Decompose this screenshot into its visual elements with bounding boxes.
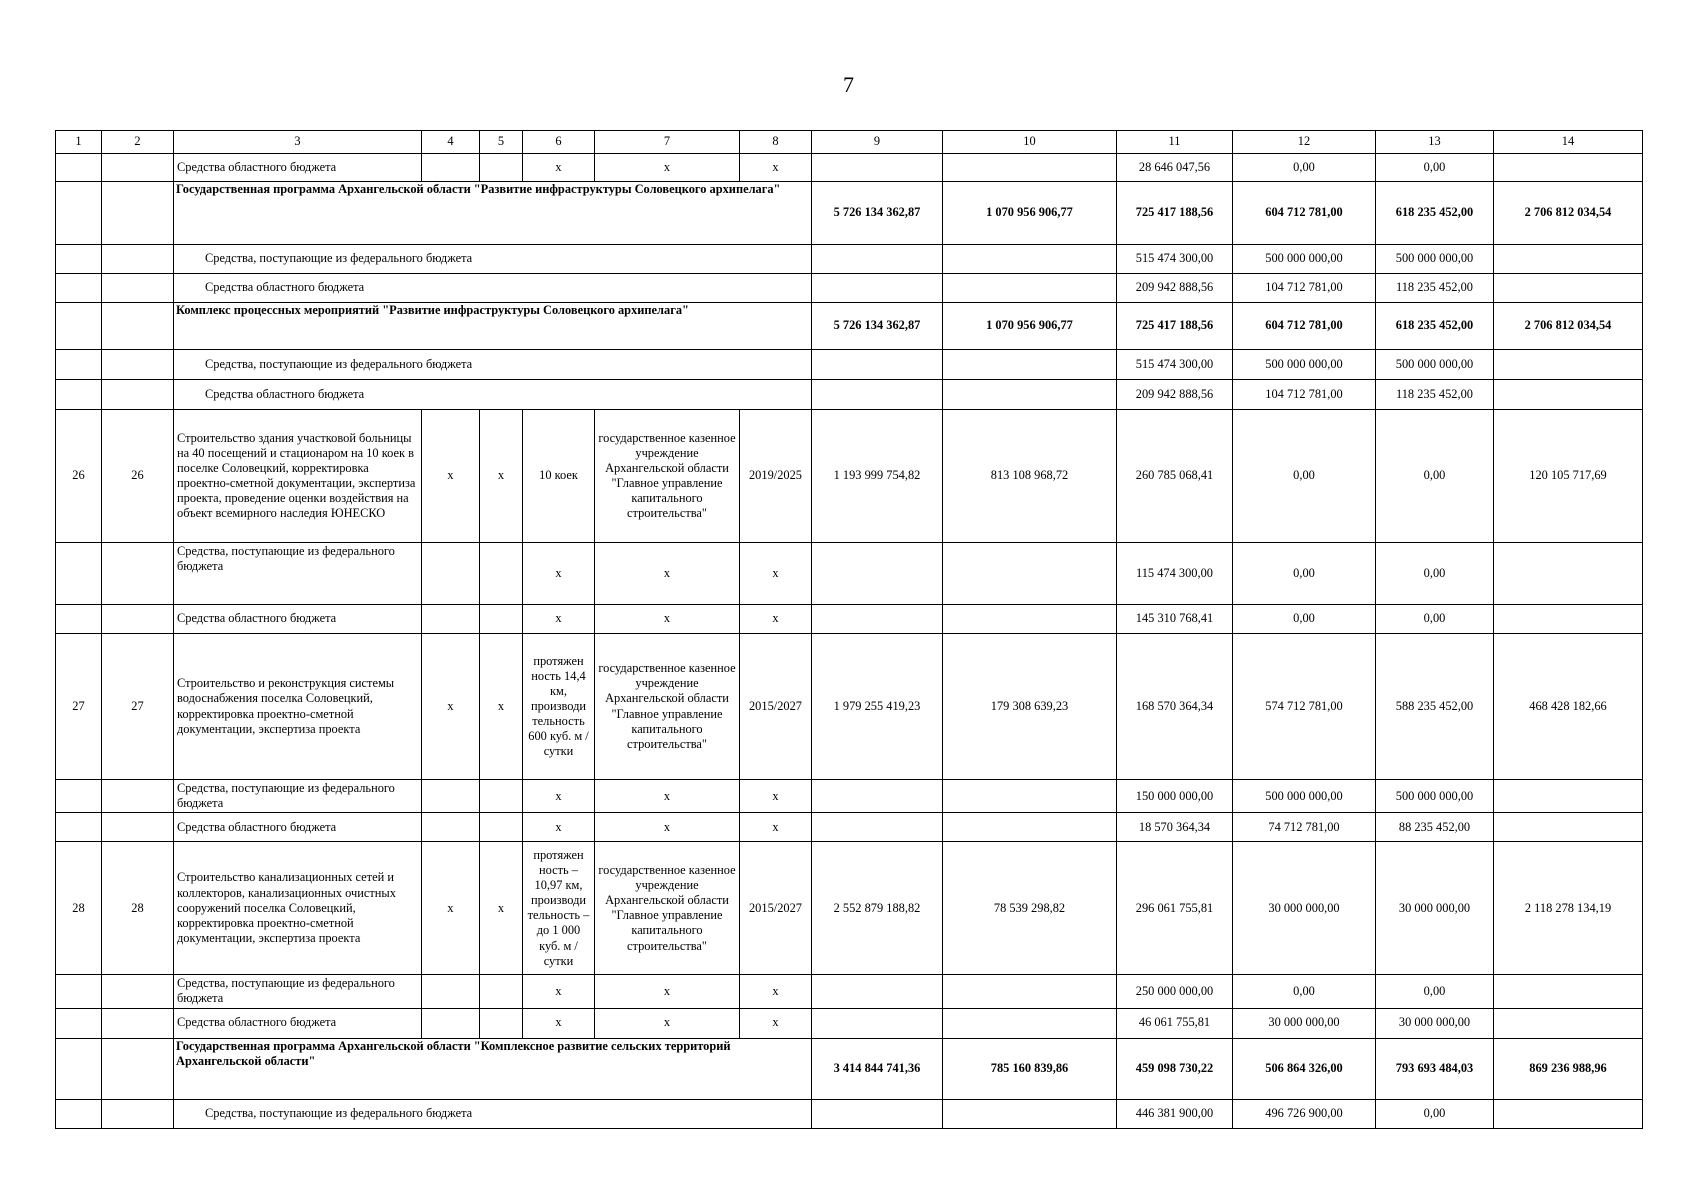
row-name: Средства, поступающие из федерального бюджета <box>174 245 812 274</box>
table-row: Средства, поступающие из федерального бюджета х х х 150 000 000,00 500 000 000,00 500 000 000,00 <box>56 780 1643 813</box>
program-row: Государственная программа Архангельской области "Развитие инфраструктуры Соловецкого архипелага" 5 726 134 362,87 1 070 956 906,77 725 417 188,56 604 712 781,00 618 235 452,00 2 706 812 034,54 <box>56 182 1643 245</box>
row-name: Средства областного бюджета <box>174 1008 422 1038</box>
table-row: Средства, поступающие из федерального бюджета 515 474 300,00 500 000 000,00 500 000 000,00 <box>56 245 1643 274</box>
capacity: протяжен ность 14,4 км, производи тельность 600 куб. м / сутки <box>523 634 595 780</box>
column-number-row <box>56 131 1643 154</box>
budget-table <box>55 130 1643 1129</box>
program-row: Комплекс процессных мероприятий "Развитие инфраструктуры Соловецкого архипелага" 5 726 134 362,87 1 070 956 906,77 725 417 188,56 604 712 781,00 618 235 452,00 2 706 812 034,54 <box>56 303 1643 350</box>
column-number: 10 <box>943 131 1117 154</box>
table-row: Средства, поступающие из федерального бюджета х х х 115 474 300,00 0,00 0,00 <box>56 543 1643 605</box>
column-number: 11 <box>1117 131 1233 154</box>
table-row: Средства областного бюджета х х х 18 570 364,34 74 712 781,00 88 235 452,00 <box>56 813 1643 842</box>
row-name: Средства областного бюджета <box>174 380 812 410</box>
customer: государственное казенное учреждение Архангельской области "Главное управление капитального строительства" <box>595 842 740 975</box>
table-row: Средства, поступающие из федерального бюджета х х х 250 000 000,00 0,00 0,00 <box>56 975 1643 1008</box>
row-name: Средства областного бюджета <box>174 605 422 634</box>
column-number: 8 <box>740 131 812 154</box>
table-row: Средства областного бюджета х х х 145 310 768,41 0,00 0,00 <box>56 605 1643 634</box>
customer: государственное казенное учреждение Архангельской области "Главное управление капитального строительства" <box>595 634 740 780</box>
row-name: Средства, поступающие из федерального бюджета <box>174 543 422 605</box>
table-row: 28 28 Строительство канализационных сетей и коллекторов, канализационных очистных сооружений поселка Соловецкий, корректировка проектно-сметной документации, экспертиза проекта х х протяжен ность – 10,97 км, производи тельность – до 1 000 куб. м / сутки государственное казенное учреждение Архангельской области "Главное управление капитального строительства" 2015/2027 2 552 879 188,82 78 539 298,82 296 061 755,81 30 000 000,00 30 000 000,00 2 118 278 134,19 <box>56 842 1643 975</box>
customer: государственное казенное учреждение Архангельской области "Главное управление капитального строительства" <box>595 410 740 543</box>
column-number: 14 <box>1494 131 1643 154</box>
program-row: Государственная программа Архангельской области "Комплексное развитие сельских территорий Архангельской области" 3 414 844 741,36 785 160 839,86 459 098 730,22 506 864 326,00 793 693 484,03 869 236 988,96 <box>56 1038 1643 1099</box>
program-title: Государственная программа Архангельской области "Комплексное развитие сельских территорий Архангельской области" <box>174 1038 812 1099</box>
row-name: Средства областного бюджета <box>174 274 812 303</box>
column-number: 2 <box>102 131 174 154</box>
table-row: Средства областного бюджета х х х 46 061 755,81 30 000 000,00 30 000 000,00 <box>56 1008 1643 1038</box>
capacity: протяжен ность – 10,97 км, производи тельность – до 1 000 куб. м / сутки <box>523 842 595 975</box>
column-number: 3 <box>174 131 422 154</box>
column-number: 9 <box>812 131 943 154</box>
table-row: Средства областного бюджета 209 942 888,56 104 712 781,00 118 235 452,00 <box>56 274 1643 303</box>
project-name: Строительство канализационных сетей и коллекторов, канализационных очистных сооружений поселка Соловецкий, корректировка проектно-сметной документации, экспертиза проекта <box>174 842 422 975</box>
project-name: Строительство здания участковой больницы на 40 посещений и стационаром на 10 коек в поселке Соловецкий, корректировка проектно-сметной документации, экспертиза проекта, проведение оценки воздействия на объект всемирного наследия ЮНЕСКО <box>174 410 422 543</box>
row-name: Средства, поступающие из федерального бюджета <box>174 975 422 1008</box>
project-name: Строительство и реконструкция системы водоснабжения поселка Соловецкий, корректировка проектно-сметной документации, экспертиза проекта <box>174 634 422 780</box>
row-name: Средства областного бюджета <box>174 813 422 842</box>
column-number: 7 <box>595 131 740 154</box>
program-title: Комплекс процессных мероприятий "Развитие инфраструктуры Соловецкого архипелага" <box>174 303 812 350</box>
column-number: 1 <box>56 131 102 154</box>
column-number: 5 <box>480 131 523 154</box>
page-number: 7 <box>843 72 854 97</box>
row-name: Средства, поступающие из федерального бюджета <box>174 780 422 813</box>
program-title: Государственная программа Архангельской области "Развитие инфраструктуры Соловецкого архипелага" <box>174 182 812 245</box>
table-row: 26 26 Строительство здания участковой больницы на 40 посещений и стационаром на 10 коек в поселке Соловецкий, корректировка проектно-сметной документации, экспертиза проекта, проведение оценки воздействия на объект всемирного наследия ЮНЕСКО х х 10 коек государственное казенное учреждение Архангельской области "Главное управление капитального строительства" 2019/2025 1 193 999 754,82 813 108 968,72 260 785 068,41 0,00 0,00 120 105 717,69 <box>56 410 1643 543</box>
row-name: Средства областного бюджета <box>174 154 422 182</box>
table-row: Средства областного бюджета 209 942 888,56 104 712 781,00 118 235 452,00 <box>56 380 1643 410</box>
row-name: Средства, поступающие из федерального бюджета <box>174 350 812 380</box>
column-number: 6 <box>523 131 595 154</box>
column-number: 13 <box>1376 131 1494 154</box>
table-row: Средства, поступающие из федерального бюджета 515 474 300,00 500 000 000,00 500 000 000,00 <box>56 350 1643 380</box>
table-row: 27 27 Строительство и реконструкция системы водоснабжения поселка Соловецкий, корректировка проектно-сметной документации, экспертиза проекта х х протяжен ность 14,4 км, производи тельность 600 куб. м / сутки государственное казенное учреждение Архангельской области "Главное управление капитального строительства" 2015/2027 1 979 255 419,23 179 308 639,23 168 570 364,34 574 712 781,00 588 235 452,00 468 428 182,66 <box>56 634 1643 780</box>
column-number: 12 <box>1233 131 1376 154</box>
table-row: Средства областного бюджета х х х 28 646 047,56 0,00 0,00 <box>56 154 1643 182</box>
column-number: 4 <box>422 131 480 154</box>
row-name: Средства, поступающие из федерального бюджета <box>174 1099 812 1128</box>
table-row: Средства, поступающие из федерального бюджета 446 381 900,00 496 726 900,00 0,00 <box>56 1099 1643 1128</box>
